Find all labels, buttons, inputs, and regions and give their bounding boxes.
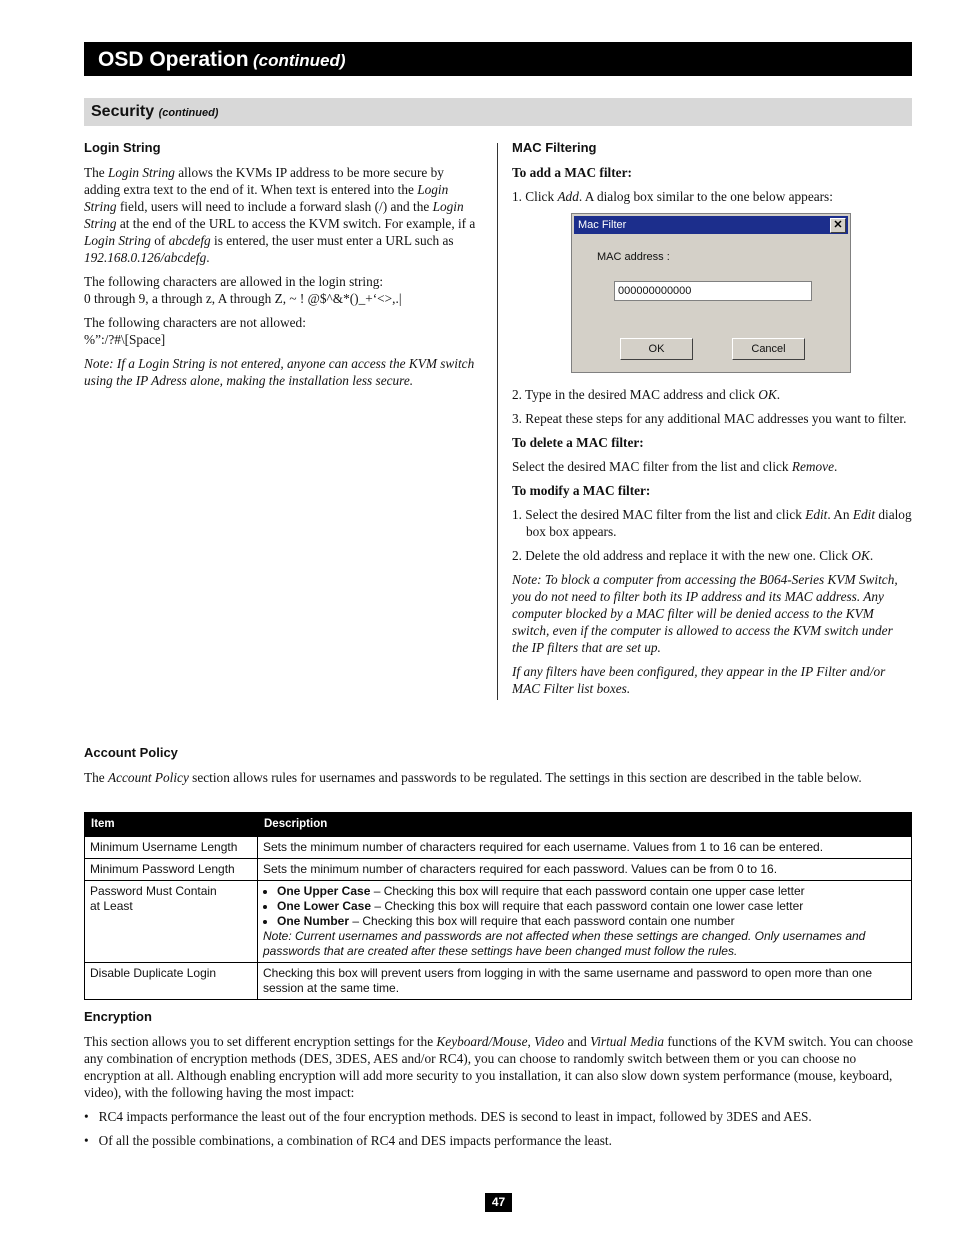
- row-item: Password Must Contain at Least: [85, 881, 258, 963]
- row-item: Disable Duplicate Login: [85, 963, 258, 1000]
- column-header-item: Item: [85, 813, 258, 837]
- account-policy-heading: Account Policy: [84, 745, 178, 760]
- not-allowed-chars: %”:/?#\[Space]: [84, 332, 166, 347]
- dialog-titlebar[interactable]: [574, 216, 848, 234]
- modify-step-2: [512, 547, 912, 564]
- row-item: Minimum Username Length: [85, 837, 258, 859]
- row-description: Sets the minimum number of characters required for each username. Values from 1 to 16 can be entered.: [258, 837, 912, 859]
- table-header-row: [85, 813, 912, 837]
- dialog-title: Mac Filter: [578, 219, 627, 231]
- allowed-chars: 0 through 9, a through z, A through Z, ~ ! @$^&*()_+‘<>,.|: [84, 291, 402, 306]
- table-row: [85, 859, 912, 881]
- encryption-section: [84, 1008, 914, 1156]
- text-run: section allows rules for usernames and passwords to be regulated. The settings in this section are described in the table below.: [188, 770, 862, 785]
- table-row: [85, 837, 912, 859]
- encryption-bullet: • RC4 impacts performance the least out of the four encryption methods. DES is second to least in impact, followed by 3DES and AES.: [84, 1109, 812, 1124]
- login-string-note: Note: If a Login String is not entered, anyone can access the KVM switch using the IP Adress alone, making the installation less secure.: [84, 356, 475, 388]
- text-run: ,: [527, 1034, 535, 1049]
- emphasis-text: Virtual Media: [590, 1034, 665, 1049]
- allowed-intro: The following characters are allowed in the login string:: [84, 274, 384, 289]
- not-allowed-intro: The following characters are not allowed:: [84, 315, 306, 330]
- delete-filter-text: [512, 458, 912, 475]
- row-description: Sets the minimum number of characters required for each password. Values can be from 0 to 16.: [258, 859, 912, 881]
- column-divider: [497, 143, 498, 700]
- add-filter-heading: To add a MAC filter:: [512, 165, 632, 180]
- account-policy-table: [84, 812, 912, 1000]
- emphasis-text: Login String: [84, 199, 464, 231]
- text-run: at the end of the URL to access the KVM switch. For example, if a: [116, 216, 476, 231]
- text-run: dialog box box appears.: [526, 507, 912, 539]
- text-run: 1. Click: [512, 189, 558, 204]
- text-run: allows the KVMs IP address to be more secure by adding extra text to the end of it. When text is entered into the: [84, 165, 444, 197]
- mac-filter-dialog: [571, 213, 851, 373]
- rule-text: – Checking this box will require that each password contain one number: [349, 914, 735, 928]
- list-item: [277, 914, 906, 929]
- add-step-3: [512, 410, 912, 427]
- account-policy-intro: [84, 769, 912, 786]
- text-run: 2. Type in the desired MAC address and click: [512, 387, 759, 402]
- header-title: OSD Operation: [98, 48, 249, 71]
- modify-step-1: [512, 506, 912, 540]
- modify-filter-heading: To modify a MAC filter:: [512, 483, 651, 498]
- allowed-characters: [84, 273, 482, 307]
- rule-name: One Lower Case: [277, 899, 372, 913]
- mac-note-2: If any filters have been configured, they appear in the IP Filter and/or MAC Filter list boxes.: [512, 664, 886, 696]
- account-policy-section: [84, 744, 912, 793]
- page-number: 47: [485, 1193, 512, 1212]
- row-description: [258, 881, 912, 963]
- text-run: .: [776, 387, 781, 402]
- text-run: . An: [827, 507, 853, 522]
- emphasis-text: Edit: [805, 507, 828, 522]
- encryption-intro: [84, 1033, 914, 1101]
- encryption-bullet-text: Of all the possible combinations, a combination of RC4 and DES impacts performance the least.: [98, 1133, 612, 1148]
- mac-address-label: MAC address :: [597, 251, 670, 263]
- text-run: Select the desired MAC filter from the list and click: [512, 459, 792, 474]
- add-step-1: [512, 188, 912, 205]
- password-rules-list: [263, 884, 906, 929]
- text-run: and: [564, 1034, 591, 1049]
- list-item: [277, 899, 906, 914]
- cancel-button[interactable]: Cancel: [732, 338, 805, 360]
- emphasis-text: Edit: [852, 507, 876, 522]
- rule-name: One Upper Case: [277, 884, 371, 898]
- text-run: 1. Select the desired MAC filter from the list and click: [512, 507, 806, 522]
- text-run: functions of the KVM switch. You can choose any combination of encryption methods (DES, 3DES, AES and/or RC4), you can choose to randomly switch between them or you can choose no encryption at all. Although enabling encryption will add more security to you installation, it can also slow down system performance (mouse, keyboard, video), with the following having the most impact:: [84, 1034, 913, 1100]
- mac-note-1: Note: To block a computer from accessing the B064-Series KVM Switch, you do not need to filter both its IP address and its MAC address. Any computer blocked by a MAC filter will be denied access to the KVM switch, even if the computer is allowed to access the KVM switch under the IP filters that are set up.: [512, 572, 898, 655]
- emphasis-text: Login String: [108, 165, 175, 180]
- rule-text: – Checking this box will require that each password contain one lower case letter: [371, 899, 804, 913]
- emphasis-text: OK: [851, 548, 870, 563]
- encryption-bullet: • Of all the possible combinations, a combination of RC4 and DES impacts performance the least.: [84, 1133, 612, 1148]
- ok-button[interactable]: OK: [620, 338, 693, 360]
- login-string-column: [84, 139, 482, 396]
- rule-text: – Checking this box will require that each password contain one upper case letter: [370, 884, 805, 898]
- not-allowed-characters: [84, 314, 482, 348]
- emphasis-text: abcdefg: [168, 233, 211, 248]
- login-string-heading: Login String: [84, 140, 161, 155]
- add-step-2: [512, 386, 912, 403]
- text-run: field, users will need to include a forward slash (/) and the: [116, 199, 433, 214]
- emphasis-text: Remove: [791, 459, 834, 474]
- page-header: [84, 42, 912, 76]
- table-row: [85, 963, 912, 1000]
- emphasis-text: Login String: [84, 182, 449, 214]
- emphasis-text: 192.168.0.126/abcdefg: [84, 250, 207, 265]
- column-header-description: Description: [258, 813, 912, 837]
- encryption-heading: Encryption: [84, 1009, 152, 1024]
- text-run: 2. Delete the old address and replace it with the new one. Click: [512, 548, 852, 563]
- text-run: The: [84, 770, 108, 785]
- encryption-bullet-text: RC4 impacts performance the least out of the four encryption methods. DES is second to least in impact, followed by 3DES and AES.: [98, 1109, 812, 1124]
- emphasis-text: Login String: [84, 233, 151, 248]
- section-title: Security: [91, 103, 155, 120]
- text-run: The: [84, 165, 108, 180]
- section-header: [84, 98, 912, 126]
- emphasis-text: OK: [758, 387, 777, 402]
- mac-filtering-heading: MAC Filtering: [512, 140, 597, 155]
- rule-name: One Number: [277, 914, 350, 928]
- section-continued: (continued): [158, 107, 219, 119]
- table-row: [85, 881, 912, 963]
- mac-address-input[interactable]: 000000000000: [614, 281, 812, 301]
- row-description: Checking this box will prevent users from logging in with the same username and password to open more than one session at the same time.: [258, 963, 912, 1000]
- text-run: .: [834, 459, 838, 474]
- text-run: of: [150, 233, 169, 248]
- password-rules-note: Note: Current usernames and passwords are not affected when these settings are changed. Only usernames and passwords that are created after these settings have been changed must follow the rules.: [263, 929, 866, 958]
- text-run: 3. Repeat these steps for any additional MAC addresses you want to filter.: [512, 411, 907, 426]
- text-run: .: [869, 548, 874, 563]
- emphasis-text: Video: [534, 1034, 565, 1049]
- list-item: [277, 884, 906, 899]
- emphasis-text: Account Policy: [108, 770, 189, 785]
- text-run: .: [206, 250, 210, 265]
- emphasis-text: Add: [557, 189, 579, 204]
- emphasis-text: Keyboard/Mouse: [436, 1034, 528, 1049]
- text-run: is entered, the user must enter a URL such as: [210, 233, 454, 248]
- text-run: . A dialog box similar to the one below appears:: [578, 189, 833, 204]
- login-string-description: [84, 164, 482, 266]
- close-icon[interactable]: ✕: [830, 218, 846, 233]
- header-continued: (continued): [252, 51, 346, 70]
- row-item: Minimum Password Length: [85, 859, 258, 881]
- delete-filter-heading: To delete a MAC filter:: [512, 435, 644, 450]
- text-run: This section allows you to set different encryption settings for the: [84, 1034, 437, 1049]
